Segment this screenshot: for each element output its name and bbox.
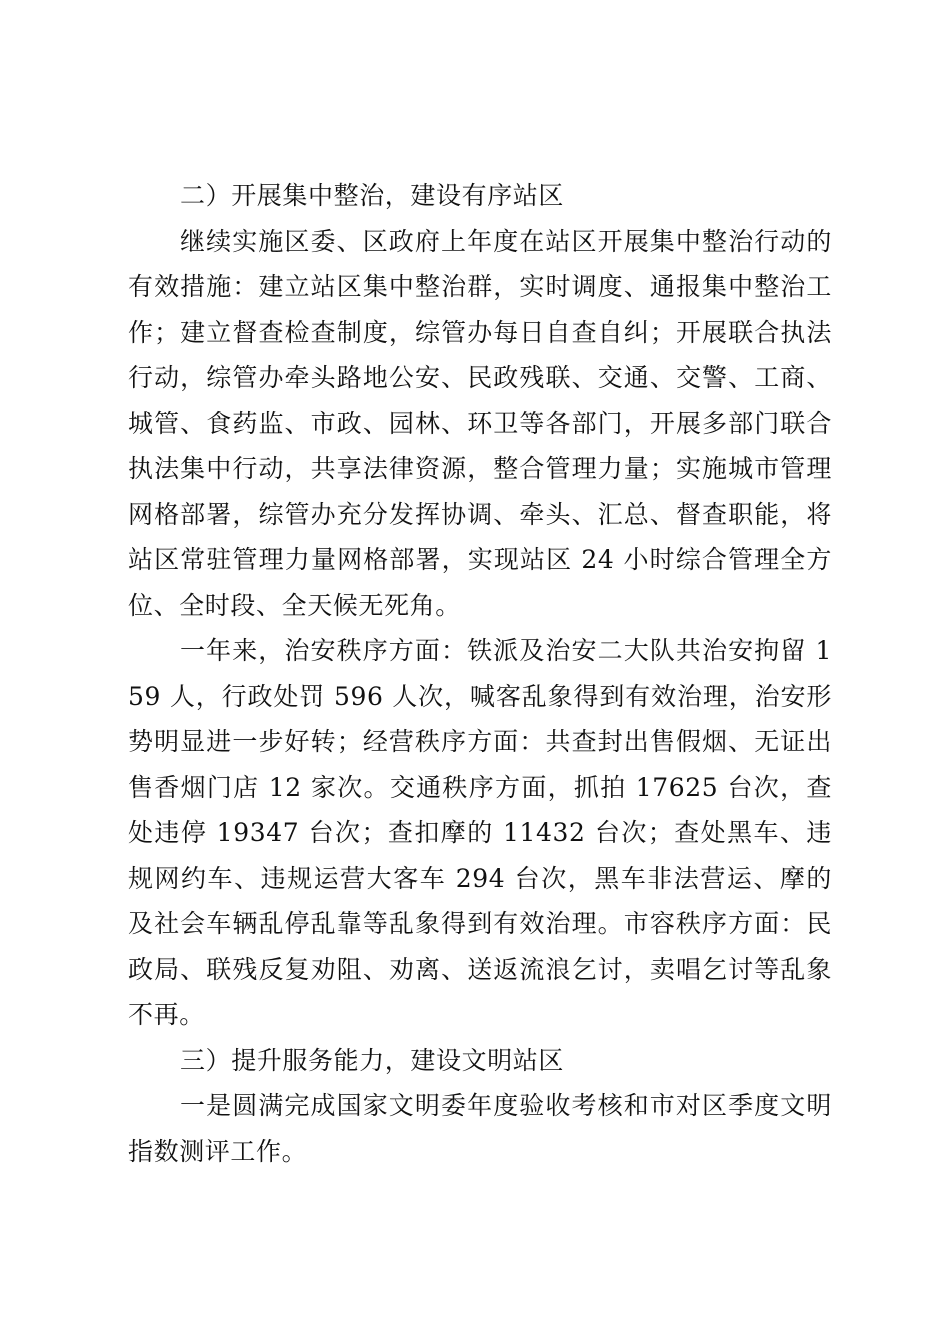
section-heading-2: 二）开展集中整治，建设有序站区 [180,181,565,210]
body-paragraph-results: 一年来，治安秩序方面：铁派及治安二大队共治安拘留 159 人，行政处罚 596 人次，喊客乱象得到有效治理，治安形势明显进一步好转；经营秩序方面：共查封出售假烟、无证出售香烟门店 12 家次。交通秩序方面，抓拍 17625 台次，查处违停 19347 台次；查扣摩的 11432 台次；查处黑车、违规网约车、违规运营大客车 294 台次，黑车非法营运、摩的及社会车辆乱停乱靠等乱象得到有效治理。市容秩序方面：民政局、联残反复劝阻、劝离、送返流浪乞讨，卖唱乞讨等乱象不再。 [128,636,832,1029]
body-paragraph-measures: 继续实施区委、区政府上年度在站区开展集中整治行动的有效措施：建立站区集中整治群，实时调度、通报集中整治工作；建立督查检查制度，综管办每日自查自纠；开展联合执法行动，综管办牵头路地公安、民政残联、交通、交警、工商、城管、食药监、市政、园林、环卫等各部门，开展多部门联合执法集中行动，共享法律资源，整合管理力量；实施城市管理网格部署，综管办充分发挥协调、牵头、汇总、督查职能，将站区常驻管理力量网格部署，实现站区 24 小时综合管理全方位、全时段、全天候无死角。 [128,226,832,620]
section-heading-3: 三）提升服务能力，建设文明站区 [180,1045,565,1075]
body-paragraph-civilization: 一是圆满完成国家文明委年度验收考核和市对区季度文明指数测评工作。 [128,1091,832,1166]
document-body [128,173,832,1174]
